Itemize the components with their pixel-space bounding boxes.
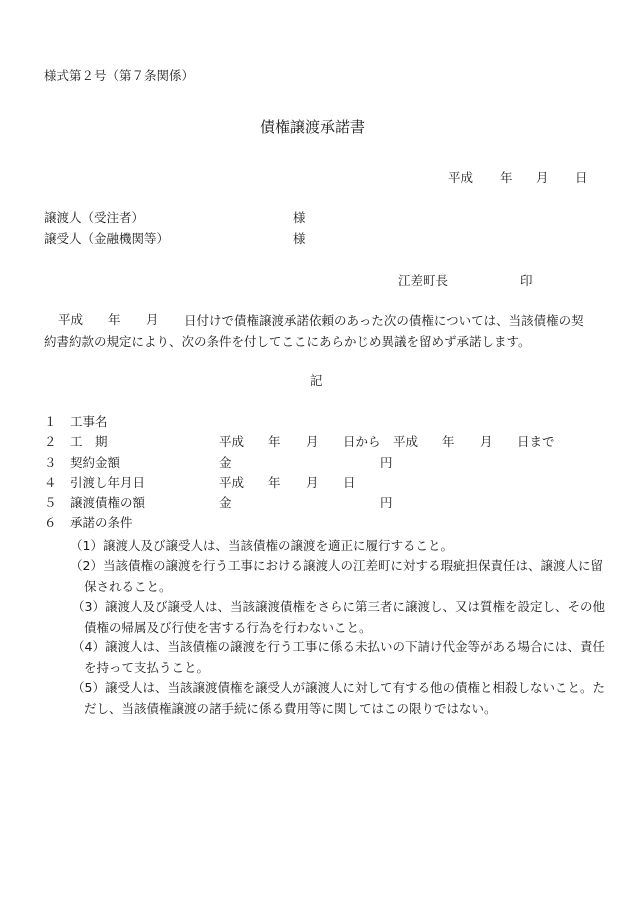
condition-number: （4） bbox=[72, 639, 105, 654]
condition-number: （5） bbox=[72, 680, 105, 695]
item-number: ２ bbox=[44, 434, 57, 449]
intro-paragraph bbox=[44, 310, 596, 352]
form-label: 様式第２号（第７条関係） bbox=[44, 68, 195, 83]
intro-text: 日付けで債権譲渡承諾依頼のあった次の債権については、当該債権の契約書約款の規定により、次の条件を付してここにあらかじめ異議を留めず承諾します。 bbox=[44, 313, 584, 349]
intro-era: 平成 bbox=[58, 312, 84, 327]
period-end-era: 平成 bbox=[393, 434, 419, 449]
item-label: 工 期 bbox=[70, 434, 108, 449]
intro-year: 年 bbox=[108, 312, 121, 327]
date-year: 年 bbox=[500, 170, 513, 185]
period-start-month: 月 bbox=[306, 434, 319, 449]
item-label: 引渡し年月日 bbox=[70, 475, 146, 490]
condition-2 bbox=[70, 555, 614, 597]
document-title: 債権譲渡承諾書 bbox=[260, 118, 366, 136]
condition-number: （3） bbox=[72, 599, 105, 614]
condition-1 bbox=[70, 535, 600, 556]
delivery-year: 年 bbox=[268, 475, 281, 490]
intro-month: 月 bbox=[146, 312, 159, 327]
assignor-suffix: 様 bbox=[293, 210, 306, 225]
item-number: ６ bbox=[44, 515, 57, 530]
period-end-month: 月 bbox=[480, 434, 493, 449]
ki-heading: 記 bbox=[310, 373, 323, 388]
delivery-era: 平成 bbox=[219, 475, 245, 490]
assignee-suffix: 様 bbox=[293, 231, 306, 246]
item-label: 契約金額 bbox=[70, 455, 121, 470]
condition-number: （1） bbox=[70, 538, 103, 553]
item-number: ５ bbox=[44, 495, 57, 510]
item-number: ３ bbox=[44, 455, 57, 470]
contract-yen: 円 bbox=[380, 455, 393, 470]
item-label: 工事名 bbox=[70, 414, 108, 429]
period-start-year: 年 bbox=[268, 434, 281, 449]
condition-number: （2） bbox=[70, 558, 103, 573]
assigned-kin: 金 bbox=[219, 495, 232, 510]
item-label: 譲渡債権の額 bbox=[70, 495, 146, 510]
delivery-month: 月 bbox=[306, 475, 319, 490]
condition-text: 譲受人は、当該譲渡債権を譲受人が譲渡人に対して有する他の債権と相殺しないこと。ただし、当該債権譲渡の諸手続に係る費用等に関してはこの限りではない。 bbox=[84, 680, 605, 716]
item-number: １ bbox=[44, 414, 57, 429]
date-era: 平成 bbox=[448, 170, 474, 185]
condition-5 bbox=[72, 677, 614, 719]
assigned-yen: 円 bbox=[380, 495, 393, 510]
period-to: 日まで bbox=[517, 434, 555, 449]
condition-text: 当該債権の譲渡を行う工事における譲渡人の江差町に対する瑕疵担保責任は、譲渡人に留保されること。 bbox=[84, 558, 603, 594]
period-end-year: 年 bbox=[442, 434, 455, 449]
assignor-label: 譲渡人（受注者） bbox=[44, 210, 145, 225]
period-from: 日から bbox=[343, 434, 381, 449]
condition-4 bbox=[72, 636, 614, 678]
delivery-day: 日 bbox=[343, 475, 356, 490]
item-label: 承諾の条件 bbox=[70, 515, 133, 530]
issuer-name: 江差町長 bbox=[398, 273, 449, 288]
item-number: ４ bbox=[44, 475, 57, 490]
date-day: 日 bbox=[575, 170, 588, 185]
condition-3 bbox=[72, 596, 614, 638]
condition-text: 譲渡人及び譲受人は、当該譲渡債権をさらに第三者に譲渡し、又は質権を設定し、その他債権の帰属及び行使を害する行為を行わないこと。 bbox=[84, 599, 605, 635]
issuer-seal: 印 bbox=[520, 273, 533, 288]
date-month: 月 bbox=[536, 170, 549, 185]
contract-kin: 金 bbox=[219, 455, 232, 470]
assignee-label: 譲受人（金融機関等） bbox=[44, 231, 170, 246]
period-start-era: 平成 bbox=[219, 434, 245, 449]
condition-text: 譲渡人は、当該債権の譲渡を行う工事に係る未払いの下請け代金等がある場合には、責任を持って支払うこと。 bbox=[84, 639, 605, 675]
condition-text: 譲渡人及び譲受人は、当該債権の譲渡を適正に履行すること。 bbox=[102, 538, 453, 553]
